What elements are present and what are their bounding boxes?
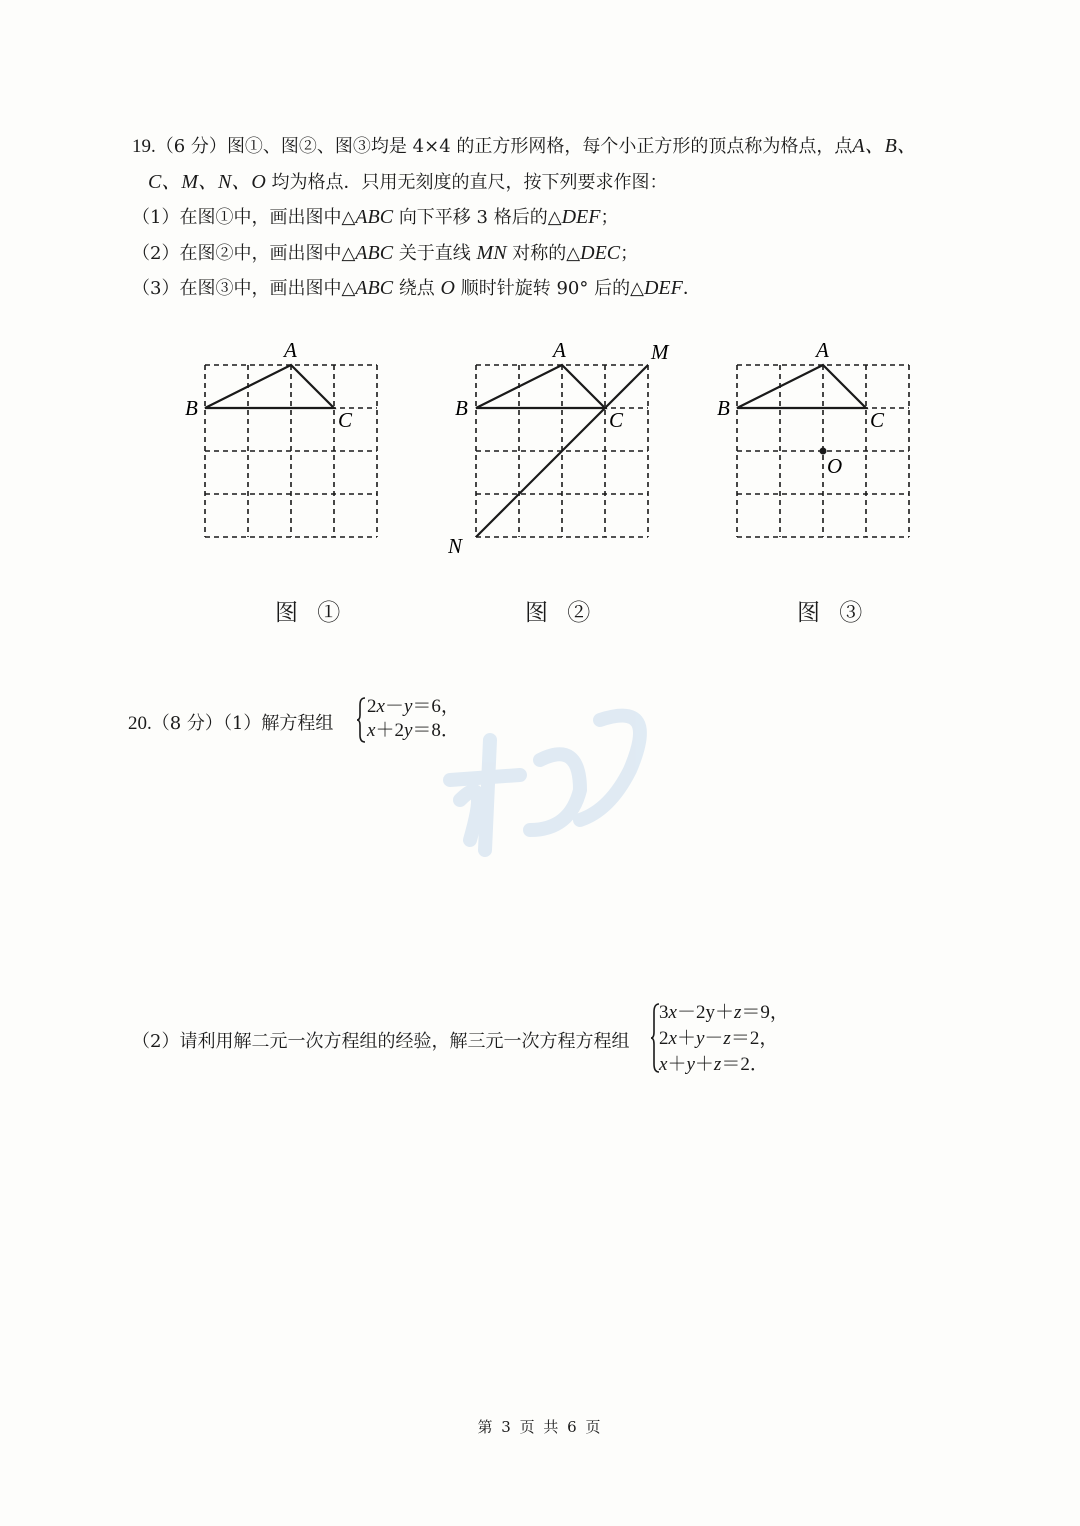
equation-term: ＋2 [375, 720, 404, 741]
q20-part1 [128, 712, 333, 736]
figure-1-caption: 图 ① [275, 600, 347, 626]
q19-p2-line: MN [476, 242, 507, 264]
q19-p2-tri: ABC [355, 242, 394, 264]
brace-1 [356, 697, 366, 743]
equation-term: 3 [659, 1002, 669, 1023]
label-n-2: N [448, 534, 463, 558]
page-footer: 第 3 页 共 6 页 [477, 1418, 603, 1436]
triangle-abc-1 [205, 365, 334, 408]
equation-term: x [376, 696, 385, 717]
figure-3 [712, 335, 932, 550]
equation-term: 2 [659, 1028, 669, 1049]
label-m-2: M [651, 340, 669, 364]
q19-p3-tri2: DEF [643, 277, 683, 299]
equation-system-2 [650, 1000, 790, 1080]
equation-term: y [403, 696, 413, 717]
eq-1-1 [367, 696, 460, 718]
q19-p1-a: （1）在图①中，画出图中△ [132, 207, 356, 228]
q19-p1-tri2: DEF [561, 206, 601, 228]
q19-points-ab: A、B、 [852, 135, 917, 157]
q19-p1-end: ； [600, 207, 619, 228]
figure-2-caption: 图 ② [525, 600, 597, 626]
label-a-1: A [284, 338, 297, 362]
eq-2-1 [659, 1002, 789, 1024]
q19-intro-text-2: 均为格点．只用无刻度的直尺，按下列要求作图： [271, 172, 668, 193]
equation-term: ＋ [676, 1028, 696, 1049]
figure-1 [180, 335, 400, 550]
q19-p3-tri: ABC [355, 277, 394, 299]
equation-term: x [668, 1002, 677, 1023]
equation-term: x [659, 1054, 668, 1075]
q19-intro-text: 图①、图②、图③均是 4×4 的正方形网格，每个小正方形的顶点称为格点，点 [226, 136, 853, 157]
equation-term: x [668, 1028, 677, 1049]
figure-2 [448, 335, 688, 560]
equation-term: －2y＋ [676, 1002, 734, 1023]
q19-p2-c: 对称的△ [512, 243, 581, 264]
q19-part3 [132, 276, 701, 301]
q20-score: （8 分） [151, 713, 223, 734]
q19-p3-b: 绕点 [398, 278, 435, 299]
q19-p1-b: 向下平移 3 格后的△ [398, 207, 562, 228]
equation-term: ＋ [667, 1054, 687, 1075]
q20-p1-text: （1）解方程组 [222, 713, 334, 734]
equation-term: y [403, 720, 413, 741]
q19-intro-2 [148, 170, 668, 195]
q19-p3-c: 顺时针旋转 90° 后的△ [460, 278, 644, 299]
label-a-2: A [553, 338, 566, 362]
q19-p2-end: ； [620, 243, 639, 264]
equation-term: z [713, 1054, 722, 1075]
q19-part2 [132, 241, 638, 266]
q19-p3-a: （3）在图③中，画出图中△ [132, 278, 356, 299]
eq-2-3 [659, 1054, 769, 1076]
q19-number: 19. [132, 136, 156, 157]
label-o-3: O [827, 454, 843, 478]
q20-part2 [132, 1030, 629, 1054]
q19-p2-tri2: DEC [580, 242, 621, 264]
q19-p2-b: 关于直线 [398, 243, 471, 264]
q19-score: （6 分） [155, 136, 227, 157]
label-c-1: C [338, 408, 353, 432]
point-o [820, 448, 827, 455]
triangle-abc-2 [476, 365, 605, 408]
label-c-3: C [870, 408, 885, 432]
equation-term: 2 [367, 696, 377, 717]
equation-term: x [367, 720, 376, 741]
equation-term: ＝2， [730, 1028, 779, 1049]
grid-1 [205, 365, 377, 537]
label-a-3: A [816, 338, 829, 362]
label-b-2: B [455, 396, 468, 420]
q19-p3-pt: O [440, 277, 455, 299]
equation-term: y [695, 1028, 705, 1049]
equation-term: ＝2． [721, 1054, 769, 1075]
equation-system-1 [356, 695, 476, 747]
equation-term: z [733, 1002, 742, 1023]
q20-number: 20. [128, 713, 152, 734]
label-b-1: B [185, 396, 198, 420]
figure-3-caption: 图 ③ [797, 600, 869, 626]
q20-p2-text: （2）请利用解二元一次方程组的经验，解三元一次方程方程组 [132, 1031, 630, 1052]
eq-1-2 [367, 720, 460, 742]
equation-term: y [686, 1054, 695, 1075]
equation-term: － [384, 696, 404, 717]
q19-p1-tri: ABC [355, 206, 394, 228]
equation-term: － [704, 1028, 724, 1049]
q19-part1 [132, 205, 618, 230]
equation-term: ＋ [694, 1054, 714, 1075]
equation-term: ＝9， [741, 1002, 789, 1023]
q19-intro [132, 134, 917, 159]
label-c-2: C [609, 408, 624, 432]
q19-p3-end: ． [682, 278, 701, 299]
q19-points: C、M、N、O [148, 171, 266, 193]
watermark-text: 知己 [430, 680, 432, 681]
label-b-3: B [717, 396, 730, 420]
q19-p2-a: （2）在图②中，画出图中△ [132, 243, 356, 264]
eq-2-2 [659, 1028, 778, 1050]
equation-term: ＝8． [412, 720, 460, 741]
equation-term: ＝6， [412, 696, 460, 717]
triangle-abc-3 [737, 365, 866, 408]
equation-term: z [723, 1028, 731, 1049]
